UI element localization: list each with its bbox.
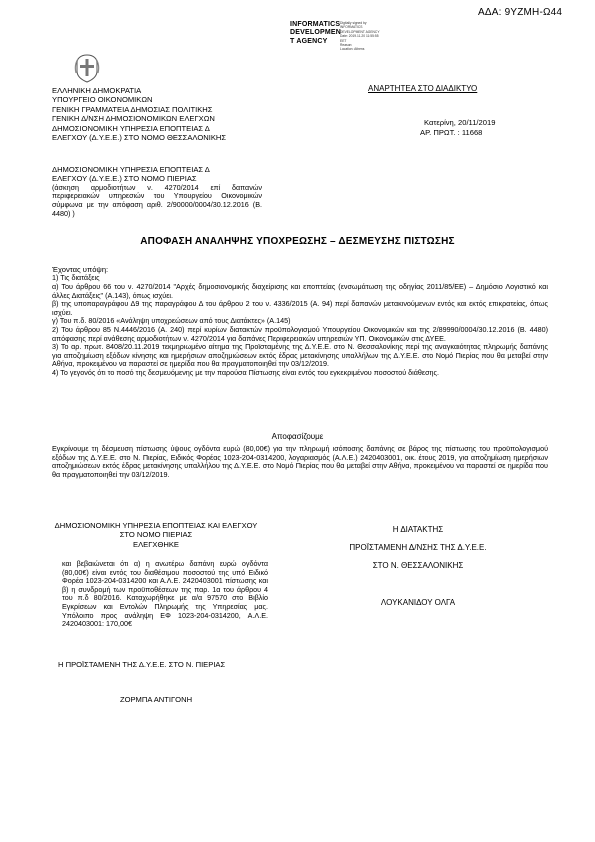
list-item: 3) Το αρ. πρωτ. 8408/20.11.2019 τεκμηριωμένο αίτημα της Προϊσταμένης της Δ.Υ.Ε.Ε. στο Ν. Θεσσαλονίκης περί της αναγκαιότητας πληρωμής δαπάνης για αποζημίωση εξόδων κίνησης και ημερήσιων αποζημιώσεων εκτός έδρας μετακίνησης υπαλλήλων της Δ.Υ.Ε.Ε. στο Νομό Πιερίας που θα μεταβεί στην Αθήνα, προκειμένου να παραστεί σε ημερίδα που θα πραγματοποιηθεί την 03/12/2019. bbox=[52, 342, 548, 369]
signature-line: INFORMATICS bbox=[340, 25, 363, 30]
authorizer-line: Η ΔΙΑΤΑΚΤΗΣ bbox=[392, 525, 444, 534]
header-line: ΕΛΛΗΝΙΚΗ ΔΗΜΟΚΡΑΤΙΑ bbox=[52, 86, 142, 95]
list-item: 4) Το γεγονός ότι το ποσό της δεσμευόμενης με την παρούσα Πίστωσης είναι εντός του εγκεκριμένου ποσοστού διάθεσης. bbox=[52, 367, 439, 377]
service-note: (άσκηση αρμοδιοτήτων ν. 4270/2014 επί δαπανών περιφερειακών υπηρεσιών του Υπουργείου Οικονομικών σύμφωνα με την απόφαση αριθ. 2/90000/0004/30.12.2016 (Β. 4480) ) bbox=[52, 182, 262, 218]
header-block bbox=[52, 86, 226, 142]
signature-line: Reason: bbox=[340, 43, 353, 48]
authorizer-line: ΠΡΟΪΣΤΑΜΕΝΗ Δ/ΝΣΗΣ ΤΗΣ Δ.Υ.Ε.Ε. bbox=[349, 543, 487, 552]
list-item: α) Του άρθρου 66 του ν. 4270/2014 "Αρχές δημοσιονομικής διαχείρισης και εποπτείας (ενσωμάτωση της οδηγίας 2011/85/ΕΕ) – Δημόσιο Λογιστικό και άλλες Διατάξεις" (Α.143), όπως ισχύει. bbox=[52, 282, 548, 300]
signature-line: Digitally signed by bbox=[340, 21, 367, 25]
control-line: ΕΛΕΓΧΘΗΚΕ bbox=[133, 539, 179, 549]
document-date: Κατερίνη, 20/11/2019 bbox=[424, 118, 496, 127]
verification-text: και βεβαιώνεται ότι α) η ανωτέρω δαπάνη ευρώ ογδόντα (80,00€) είναι εντός του διαθέσιμου ποσοστού της υπό Ειδικό Φορέα 1023-204-0314200 και Α.Λ.Ε. 2420403001 πίστωσης και β) η συνδρομή των προϋποθέσεων της παρ. 1α του άρθρου 4 του π.δ 80/2016. Καταχωρήθηκε με α/α 97570 στο Βιβλίο Εγκρίσεων και Εντολών Πληρωμής της Υπηρεσίας μας. Υπόλοιπο προς ανάληψη ΕΦ 1023-204-0314200, Α.Λ.Ε. 2420403001: 170,00€ bbox=[62, 559, 268, 629]
list-item: β) της υποπαραγράφου Δ9 της παραγράφου Δ του άρθρου 2 του ν. 4336/2015 (Α. 94) περί δαπανών μετακινούμενων εντός και εκτός επικρατείας, όπως ισχύει. bbox=[52, 299, 548, 317]
control-line: ΔΗΜΟΣΙΟΝΟΜΙΚΗ ΥΠΗΡΕΣΙΑ ΕΠΟΠΤΕΙΑΣ ΚΑΙ ΕΛΕΓΧΟΥ bbox=[54, 521, 258, 530]
service-line: ΔΗΜΟΣΙΟΝΟΜΙΚΗ ΥΠΗΡΕΣΙΑ ΕΠΟΠΤΕΙΑΣ Δ bbox=[52, 165, 210, 174]
decision-text: Εγκρίνουμε τη δέσμευση πίστωσης ύψους ογδόντα ευρώ (80,00€) για την πληρωμή ισόποσης δαπάνης σε βάρος της πίστωσης του προϋπολογισμού εξόδων της Δ.Υ.Ε.Ε. στο Ν. Πιερίας, Ειδικός Φορέας 1023-204-0314200, λογαριασμός (Α.Λ.Ε.) 2420403001, οικ. έτους 2019, για αποζημίωση ημερήσιων αποζημιώσεων εκτός έδρας μετακίνησης υπαλλήλου της Δ.Υ.Ε.Ε. στο Νομό Πιερίας που θα μεταβεί στην Αθήνα, προκειμένου να παραστεί σε ημερίδα που θα πραγματοποιηθεί την 03/12/2019. bbox=[52, 444, 548, 479]
signature-line: DEVELOPMENT AGENCY bbox=[340, 29, 380, 34]
authorizer-block bbox=[318, 521, 518, 575]
ada-code: ΑΔΑ: 9ΥΖΜΗ-Ω44 bbox=[478, 7, 563, 18]
authorizer-line: ΣΤΟ Ν. ΘΕΣΣΑΛΟΝΙΚΗΣ bbox=[372, 561, 464, 570]
decision-heading: Αποφασίζουμε bbox=[271, 432, 324, 441]
header-line: ΓΕΝΙΚΗ ΓΡΑΜΜΑΤΕΙΑ ΔΗΜΟΣΙΑΣ ΠΟΛΙΤΙΚΗΣ bbox=[52, 104, 213, 114]
right-signatory-name: ΛΟΥΚΑΝΙΔΟΥ ΟΛΓΑ bbox=[380, 598, 456, 607]
service-line: ΕΛΕΓΧΟΥ (Δ.Υ.Ε.Ε.) ΣΤΟ ΝΟΜΟ ΠΙΕΡΙΑΣ bbox=[52, 174, 197, 184]
header-line: ΥΠΟΥΡΓΕΙΟ ΟΙΚΟΝΟΜΙΚΩΝ bbox=[52, 95, 153, 105]
left-signatory-name: ΖΟΡΜΠΑ ΑΝΤΙΓΟΝΗ bbox=[119, 695, 193, 704]
intro-text: Έχοντας υπόψη: bbox=[52, 265, 109, 274]
signature-line: Date: 2019.11.20 11:55:55 bbox=[340, 34, 379, 39]
signature-line: Location: Athens bbox=[340, 47, 365, 52]
agency-line: DEVELOPMEN bbox=[290, 29, 342, 37]
protocol-number: ΑΡ. ΠΡΩΤ. : 11668 bbox=[420, 128, 483, 137]
control-service-block bbox=[40, 521, 272, 549]
online-posting-note: ΑΝΑΡΤΗΤΕΑ ΣΤΟ ΔΙΑΔΙΚΤΥΟ bbox=[368, 84, 478, 93]
document-title: ΑΠΟΦΑΣΗ ΑΝΑΛΗΨΗΣ ΥΠΟΧΡΕΩΣΗΣ – ΔΕΣΜΕΥΣΗΣ ΠΙΣΤΩΣΗΣ bbox=[140, 236, 455, 247]
header-line: ΕΛΕΓΧΟΥ (Δ.Υ.Ε.Ε.) ΣΤΟ ΝΟΜΟ ΘΕΣΣΑΛΟΝΙΚΗΣ bbox=[52, 133, 227, 143]
service-block bbox=[52, 165, 262, 218]
left-signatory-role: Η ΠΡΟΪΣΤΑΜΕΝΗ ΤΗΣ Δ.Υ.Ε.Ε. ΣΤΟ Ν. ΠΙΕΡΙΑΣ bbox=[58, 660, 226, 669]
signature-line: EET bbox=[340, 38, 347, 43]
header-line: ΔΗΜΟΣΙΟΝΟΜΙΚΗ ΥΠΗΡΕΣΙΑ ΕΠΟΠΤΕΙΑΣ Δ bbox=[52, 123, 210, 133]
greek-emblem-icon bbox=[74, 53, 100, 83]
agency-name bbox=[290, 21, 341, 46]
agency-line: INFORMATICS bbox=[290, 21, 341, 28]
control-line: ΣΤΟ ΝΟΜΟ ΠΙΕΡΙΑΣ bbox=[119, 530, 193, 540]
agency-line: T AGENCY bbox=[290, 37, 328, 45]
list-item: γ) Του π.δ. 80/2016 «Ανάληψη υποχρεώσεων από τους Διατάκτες» (Α.145) bbox=[52, 316, 291, 326]
document-body bbox=[52, 265, 548, 378]
list-item: 2) Του άρθρου 85 Ν.4446/2016 (Α. 240) περί κυρίων διατακτών προϋπολογισμού Υπουργείου Οικονομικών και της 2/89990/0004/30.12.2016 (Β. 4480) απόφασης περί ανάθεσης αρμοδιοτήτων ν. 4270/2014 για δαπάνες Περιφερειακών υπηρεσιών ΥΠ. Οικονομικών στις ΔΥΕΕ. bbox=[52, 324, 548, 343]
header-line: ΓΕΝΙΚΗ Δ/ΝΣΗ ΔΗΜΟΣΙΟΝΟΜΙΚΩΝ ΕΛΕΓΧΩΝ bbox=[52, 114, 215, 124]
list-item: 1) Τις διατάξεις bbox=[52, 273, 100, 283]
digital-signature-block bbox=[340, 21, 380, 52]
